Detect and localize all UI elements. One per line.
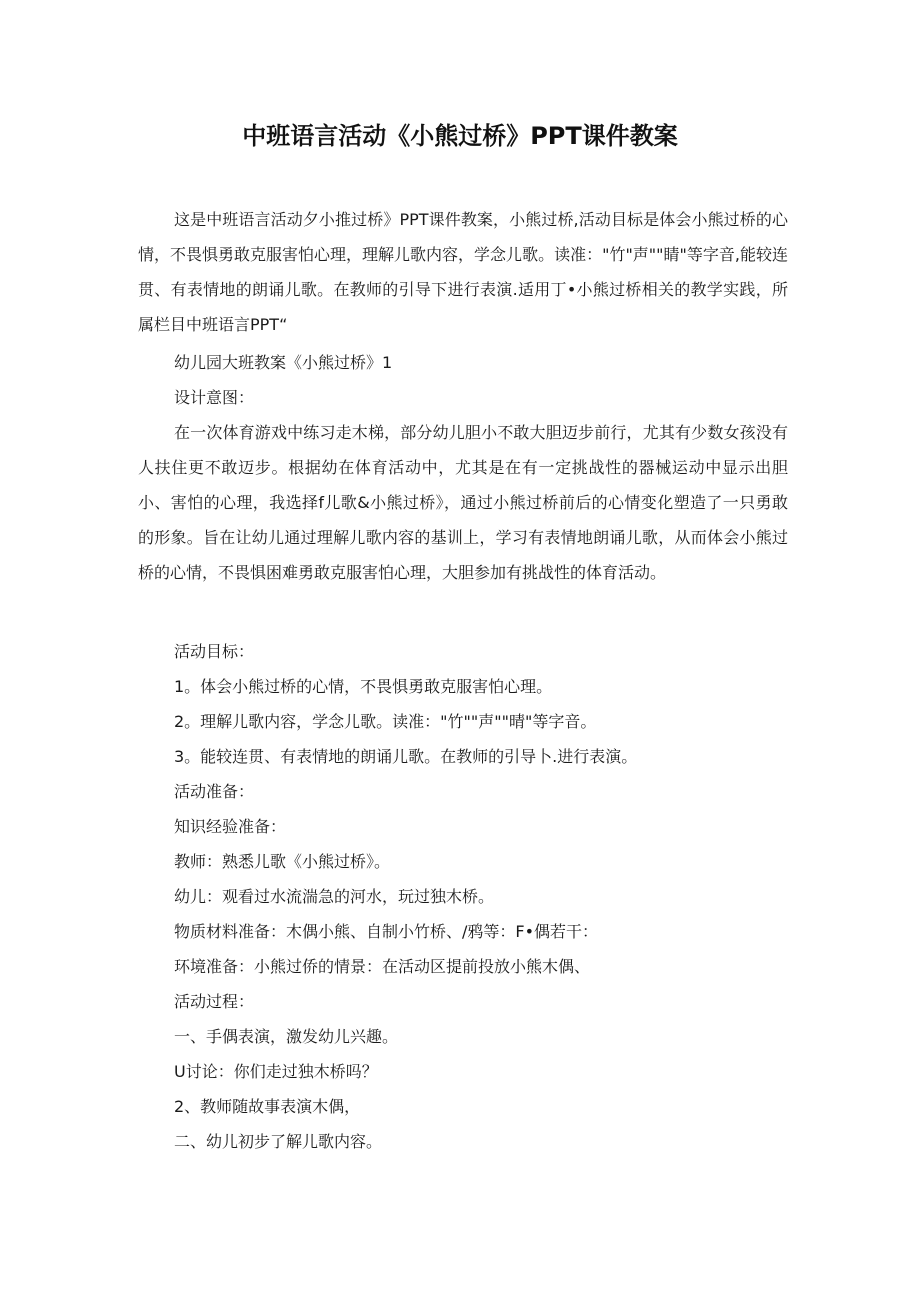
lesson-heading: 幼儿园大班教案《小熊过桥》1 (174, 353, 393, 372)
text-line: 幼儿：观看过水流湍急的河水，玩过独木桥。 (174, 887, 495, 906)
text-line: 2、教师随故事表演木偶， (174, 1097, 361, 1116)
text-line: U讨论：你们走过独木桥吗？ (174, 1062, 378, 1081)
text-line: 活动目标： (174, 642, 255, 661)
activity-lines (174, 634, 794, 1159)
section-headings (174, 345, 794, 415)
text-line: 一、手偶表演，激发幼儿兴趣。 (174, 1027, 399, 1046)
text-line: 2。理解儿歌内容，学念儿歌。读准："竹""声""晴"等字音。 (174, 712, 597, 731)
intro-text: 这是中班语言活动夕小推过桥》PPT课件教案，小熊过桥,活动目标是体会小熊过桥的心情，不畏惧勇敢克服害怕心理，理解儿歌内容，学念儿歌。读准："竹"声""睛"等字音,能较连贯、有表情地的朗诵儿歌。在教师的引导下进行表演.适用丁•小熊过桥相关的教学实践，所属栏目中班语言PPT“ (138, 210, 788, 334)
text-line: 二、幼儿初步了解儿歌内容。 (174, 1132, 383, 1151)
text-line: 3。能较连贯、有表情地的朗诵儿歌。在教师的引导卜.进行表演。 (174, 747, 638, 766)
text-line: 知识经验准备： (174, 817, 287, 836)
design-paragraph (138, 415, 788, 590)
intro-paragraph (138, 202, 788, 342)
text-line: 教师：熟悉儿歌《小熊过桥》。 (174, 852, 391, 871)
text-line: 1。体会小熊过桥的心情，不畏惧勇敢克服害怕心理。 (174, 677, 553, 696)
document-title: 中班语言活动《小熊过桥》PPT课件教案 (242, 122, 678, 150)
text-line: 环境准备：小熊过侨的情景：在活动区提前投放小熊木偶、 (174, 957, 591, 976)
text-line: 活动过程： (174, 992, 255, 1011)
design-text: 在一次体育游戏中练习走木梯，部分幼儿胆小不敢大胆迈步前行，尤其有少数女孩没有人扶住更不敢迈步。根据幼在体育活动中，尤其是在有一定挑战性的器械运动中显示出胆小、害怕的心理，我选择f儿歌&小熊过桥》，通过小熊过桥前后的心情变化塑造了一只勇敢的形象。旨在让幼儿通过理解儿歌内容的基训上，学习有表情地朗诵儿歌，从而体会小熊过桥的心情，不畏惧困难勇敢克服害怕心理，大胆参加有挑战性的体育活动。 (138, 423, 788, 582)
text-line: 活动准备： (174, 782, 255, 801)
text-line: 物质材料准备：木偶小熊、自制小竹桥、/鸦等：F•偶若干： (174, 922, 599, 941)
design-heading: 设计意图： (174, 388, 255, 407)
